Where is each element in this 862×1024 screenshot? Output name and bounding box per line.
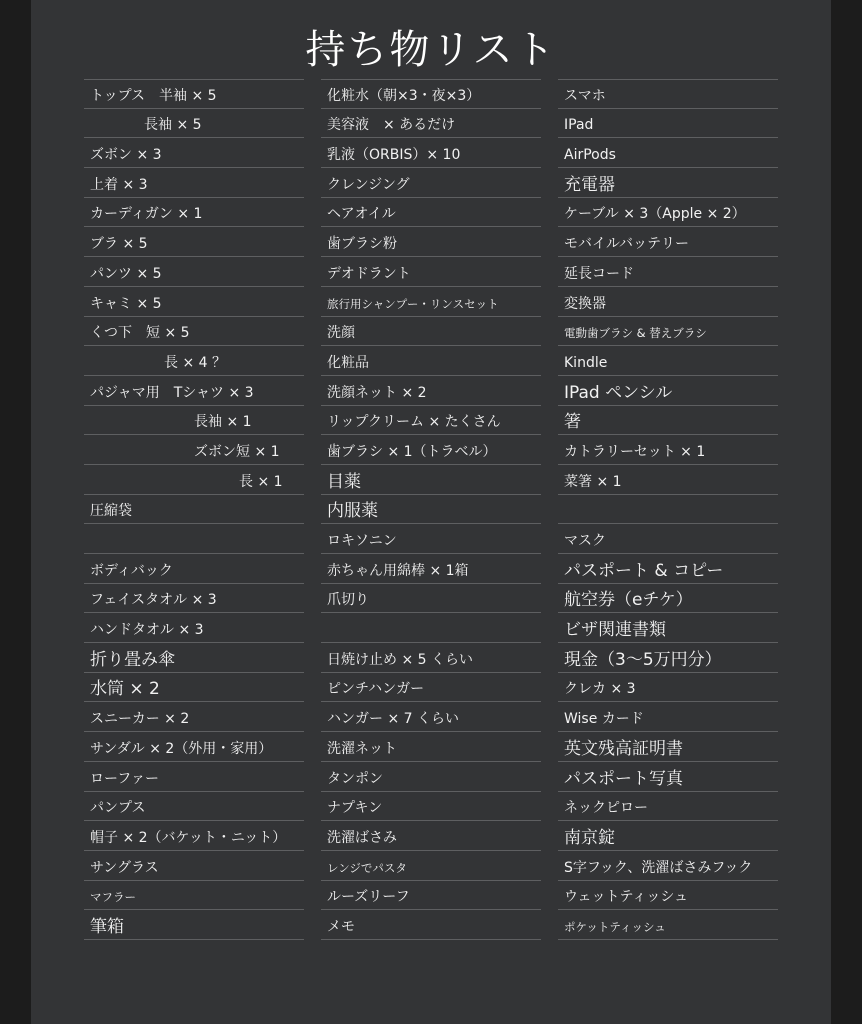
list-item: ネックピロー: [558, 792, 778, 822]
list-item: スニーカー × 2: [84, 702, 304, 732]
list-item: フェイスタオル × 3: [84, 584, 304, 614]
list-item: 筆箱: [84, 910, 304, 940]
list-item: 英文残高証明書: [558, 732, 778, 762]
list-item: マフラー: [84, 881, 304, 911]
list-item: 航空券（eチケ）: [558, 584, 778, 614]
list-item: IPad: [558, 109, 778, 139]
list-item: AirPods: [558, 138, 778, 168]
list-item: 現金（3〜5万円分）: [558, 643, 778, 673]
list-item: 洗濯ネット: [321, 732, 541, 762]
list-item: サングラス: [84, 851, 304, 881]
list-item: ルーズリーフ: [321, 881, 541, 911]
list-item: 化粧水（朝×3・夜×3）: [321, 79, 541, 109]
list-item: 延長コード: [558, 257, 778, 287]
list-item: [84, 524, 304, 554]
list-item: 目薬: [321, 465, 541, 495]
list-item: 長 × 1: [84, 465, 304, 495]
list-item: 圧縮袋: [84, 495, 304, 525]
list-item: カーディガン × 1: [84, 198, 304, 228]
list-item: パジャマ用 Tシャツ × 3: [84, 376, 304, 406]
list-item: 長 × 4 ？: [84, 346, 304, 376]
list-item: ハンドタオル × 3: [84, 613, 304, 643]
checklist-page: [31, 0, 831, 1024]
list-item: 長袖 × 5: [84, 109, 304, 139]
list-item: ロキソニン: [321, 524, 541, 554]
list-item: ブラ × 5: [84, 227, 304, 257]
list-item: 歯ブラシ × 1（トラベル）: [321, 435, 541, 465]
list-item: リップクリーム × たくさん: [321, 406, 541, 436]
list-item: キャミ × 5: [84, 287, 304, 317]
list-item: [321, 613, 541, 643]
list-item: ボディバック: [84, 554, 304, 584]
list-item: くつ下 短 × 5: [84, 317, 304, 347]
list-item: ズボン短 × 1: [84, 435, 304, 465]
list-item: 南京錠: [558, 821, 778, 851]
list-item: 上着 × 3: [84, 168, 304, 198]
list-item: 洗顔ネット × 2: [321, 376, 541, 406]
list-item: デオドラント: [321, 257, 541, 287]
page-title: 持ち物リスト: [305, 27, 557, 73]
list-item: タンポン: [321, 762, 541, 792]
list-item: 充電器: [558, 168, 778, 198]
list-item: 内服薬: [321, 495, 541, 525]
list-item: ナプキン: [321, 792, 541, 822]
list-item: ポケットティッシュ: [558, 910, 778, 940]
list-item: モバイルバッテリー: [558, 227, 778, 257]
list-item: IPad ペンシル: [558, 376, 778, 406]
list-item: 爪切り: [321, 584, 541, 614]
list-item: 歯ブラシ粉: [321, 227, 541, 257]
list-item: クレカ × 3: [558, 673, 778, 703]
list-item: クレンジング: [321, 168, 541, 198]
list-item: ピンチハンガー: [321, 673, 541, 703]
list-item: S字フック、洗濯ばさみフック: [558, 851, 778, 881]
list-item: 折り畳み傘: [84, 643, 304, 673]
column-toiletries: [321, 79, 541, 940]
list-item: ローファー: [84, 762, 304, 792]
list-item: パスポート & コピー: [558, 554, 778, 584]
list-item: 箸: [558, 406, 778, 436]
list-item: 菜箸 × 1: [558, 465, 778, 495]
list-item: 水筒 × 2: [84, 673, 304, 703]
list-item: 日焼け止め × 5 くらい: [321, 643, 541, 673]
list-item: パスポート写真: [558, 762, 778, 792]
list-item: Wise カード: [558, 702, 778, 732]
column-clothing: [84, 79, 304, 940]
list-item: 帽子 × 2（バケット・ニット）: [84, 821, 304, 851]
list-item: ヘアオイル: [321, 198, 541, 228]
list-item: マスク: [558, 524, 778, 554]
list-item: サンダル × 2（外用・家用）: [84, 732, 304, 762]
list-item: Kindle: [558, 346, 778, 376]
list-item: 赤ちゃん用綿棒 × 1箱: [321, 554, 541, 584]
list-item: メモ: [321, 910, 541, 940]
list-item: ケーブル × 3（Apple × 2）: [558, 198, 778, 228]
list-item: 美容液 × あるだけ: [321, 109, 541, 139]
list-item: 電動歯ブラシ & 替えブラシ: [558, 317, 778, 347]
list-item: パンプス: [84, 792, 304, 822]
list-item: 洗顔: [321, 317, 541, 347]
column-electronics-documents: [558, 79, 778, 940]
list-item: 長袖 × 1: [84, 406, 304, 436]
list-item: レンジでパスタ: [321, 851, 541, 881]
list-item: ズボン × 3: [84, 138, 304, 168]
list-item: カトラリーセット × 1: [558, 435, 778, 465]
list-item: [558, 495, 778, 525]
list-item: ビザ関連書類: [558, 613, 778, 643]
list-item: パンツ × 5: [84, 257, 304, 287]
list-item: ハンガー × 7 くらい: [321, 702, 541, 732]
list-item: 洗濯ばさみ: [321, 821, 541, 851]
list-item: ウェットティッシュ: [558, 881, 778, 911]
list-item: トップス 半袖 × 5: [84, 79, 304, 109]
list-item: 旅行用シャンプー・リンスセット: [321, 287, 541, 317]
list-item: 変換器: [558, 287, 778, 317]
list-item: 化粧品: [321, 346, 541, 376]
list-item: 乳液（ORBIS）× 10: [321, 138, 541, 168]
list-item: スマホ: [558, 79, 778, 109]
